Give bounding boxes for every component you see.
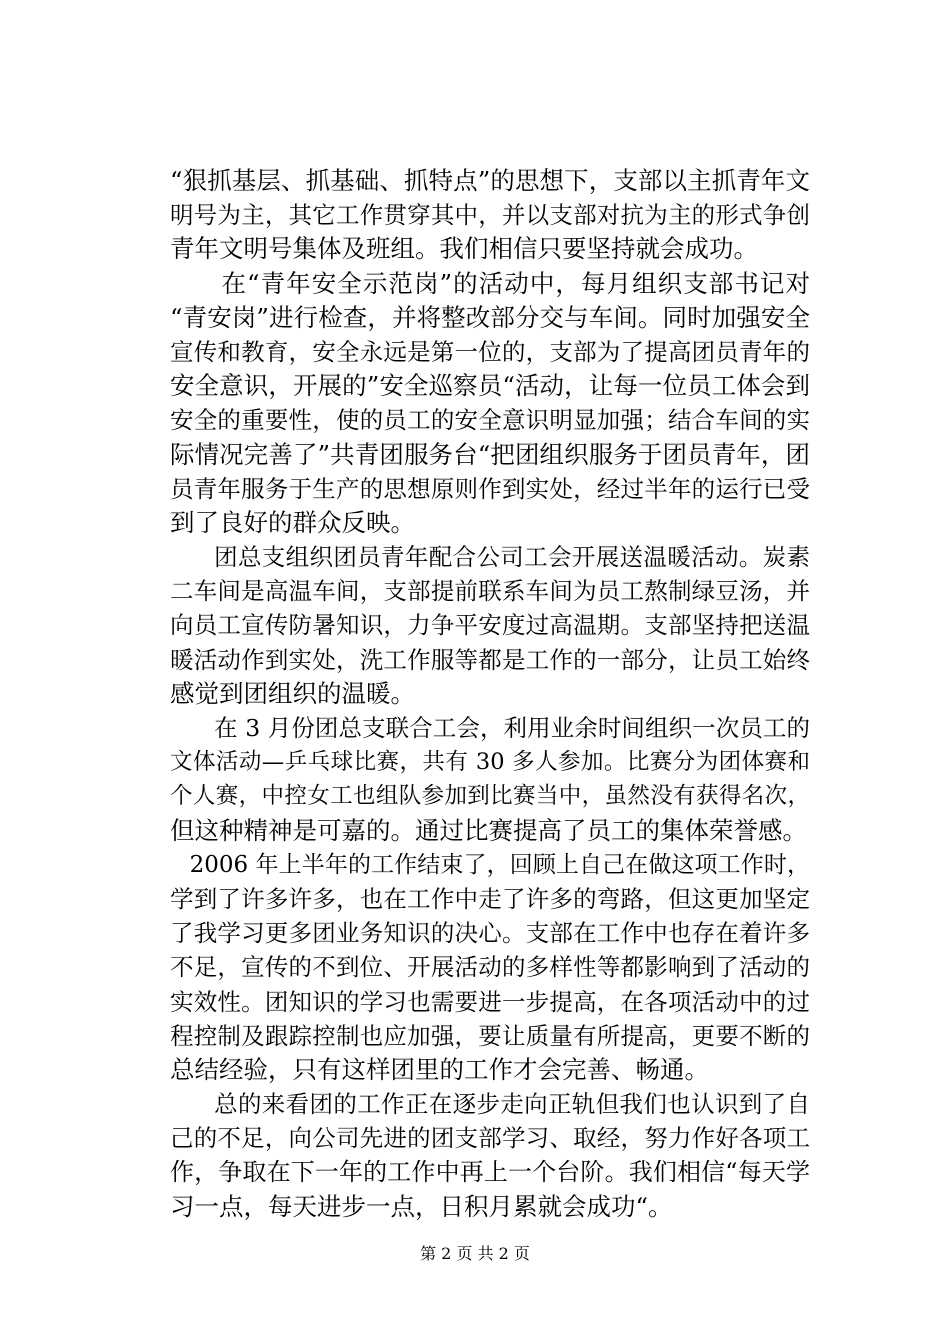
document-body	[170, 164, 810, 1224]
text-line: 安全意识，开展的”安全巡察员“活动，让每一位员工体会到	[170, 371, 810, 401]
text-line: 程控制及跟踪控制也应加强，要让质量有所提高，更要不断的	[170, 1021, 810, 1050]
text-line: 2006 年上半年的工作结束了，回顾上自己在做这项工作时，	[189, 851, 810, 878]
text-line: 到了良好的群众反映。	[170, 507, 415, 537]
text-line: 二车间是高温车间，支部提前联系车间为员工熬制绿豆汤，并	[170, 577, 810, 606]
text-line: “狠抓基层、抓基础、抓特点”的思想下，支部以主抓青年文	[170, 166, 810, 195]
text-line: 在“青年安全示范岗”的活动中，每月组织支部书记对	[221, 268, 810, 298]
text-line: 不足，宣传的不到位、开展活动的多样性等都影响到了活动的	[170, 953, 810, 982]
text-line: 己的不足，向公司先进的团支部学习、取经，努力作好各项工	[170, 1124, 810, 1153]
text-line: 青年文明号集体及班组。我们相信只要坚持就会成功。	[170, 234, 758, 264]
text-line: 在 3 月份团总支联合工会，利用业余时间组织一次员工的	[214, 714, 810, 742]
text-line: 明号为主，其它工作贯穿其中，并以支部对抗为主的形式争创	[170, 201, 810, 230]
text-line: 总的来看团的工作正在逐步走向正轨但我们也认识到了自	[214, 1090, 810, 1119]
text-line: 安全的重要性，使的员工的安全意识明显加强；结合车间的实	[170, 406, 810, 435]
text-line: 总结经验，只有这样团里的工作才会完善、畅通。	[170, 1054, 709, 1084]
text-line: 学到了许多许多，也在工作中走了许多的弯路，但这更加坚定	[170, 884, 810, 913]
text-line: 宣传和教育，安全永远是第一位的，支部为了提高团员青年的	[170, 337, 810, 366]
text-line: 向员工宣传防暑知识，力争平安度过高温期。支部坚持把送温	[170, 611, 810, 640]
text-line: 了我学习更多团业务知识的决心。支部在工作中也存在着许多	[170, 919, 810, 948]
text-line: 个人赛，中控女工也组队参加到比赛当中，虽然没有获得名次，	[170, 783, 810, 810]
text-line: 习一点，每天进步一点，日积月累就会成功“。	[170, 1191, 673, 1221]
text-line: 团总支组织团员青年配合公司工会开展送温暖活动。炭素	[214, 543, 810, 572]
text-line: 作，争取在下一年的工作中再上一个台阶。我们相信“每天学	[170, 1158, 810, 1187]
text-line: 感觉到团组织的温暖。	[170, 678, 415, 708]
text-line: 但这种精神是可嘉的。通过比赛提高了员工的集体荣誉感。	[170, 815, 807, 845]
text-line: 文体活动—乒乓球比赛，共有 30 多人参加。比赛分为团体赛和	[170, 749, 810, 776]
text-line: 员青年服务于生产的思想原则作到实处，经过半年的运行已受	[170, 474, 810, 503]
text-line: 际情况完善了”共青团服务台“把团组织服务于团员青年，团	[170, 439, 810, 469]
text-line: 实效性。团知识的学习也需要进一步提高，在各项活动中的过	[170, 987, 810, 1016]
text-line: 暖活动作到实处，洗工作服等都是工作的一部分，让员工始终	[170, 645, 810, 674]
page-footer: 第 2 页 共 2 页	[420, 1244, 530, 1263]
text-line: “青安岗”进行检查，并将整改部分交与车间。同时加强安全	[170, 302, 810, 332]
